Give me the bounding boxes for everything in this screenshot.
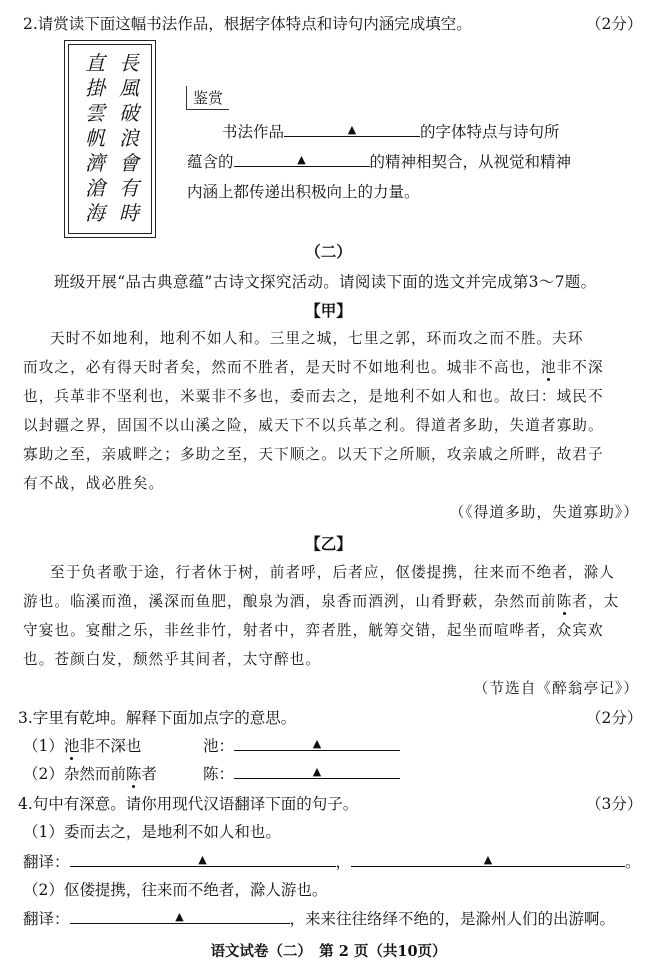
jia-source: （《得道多助，失道寡助》）	[449, 504, 639, 521]
calligraphy-char: 會	[119, 151, 139, 175]
calligraphy-char: 雲	[85, 101, 105, 125]
calligraphy-artwork	[64, 40, 156, 238]
blank-marker: ▲	[347, 123, 357, 136]
calligraphy-char: 濟	[85, 151, 105, 175]
calligraphy-line-1	[115, 51, 143, 226]
jia-line-6: 有不战，战必胜矣。	[23, 475, 165, 492]
q3-item-1-text: 非不深也	[79, 737, 142, 755]
yi-line-4: 也。苍颜白发，颓然乎其间者，太守醉也。	[23, 651, 322, 668]
blank-marker: ▲	[312, 765, 322, 778]
dotted-char-chen: 陈	[557, 590, 573, 611]
q4-blank-1a[interactable]	[70, 850, 336, 867]
blank-marker: ▲	[483, 853, 493, 866]
calligraphy-char: 海	[85, 201, 105, 225]
q4-score: （3分）	[586, 795, 643, 813]
q2-blank-2[interactable]	[234, 150, 370, 167]
jia-title: 【甲】	[305, 301, 352, 320]
q2-line-3: 内涵上都传递出积极向上的力量。	[187, 183, 420, 201]
calligraphy-line-2	[81, 51, 109, 226]
q4-blank-1b[interactable]	[351, 850, 625, 867]
yi-line-2-end: 者，太	[572, 593, 620, 610]
calligraphy-char: 帆	[85, 126, 105, 150]
q3-item-2	[23, 762, 157, 784]
q2-blank-1[interactable]	[284, 120, 420, 137]
q2-line-1-start: 书法作品	[222, 123, 285, 141]
appreciation-tag: 鉴赏	[186, 86, 229, 110]
jia-line-4: 以封疆之界，固国不以山溪之险，威天下不以兵革之利。得道者多助，失道者寡助。	[23, 417, 604, 434]
q2-score: （2分）	[586, 15, 643, 33]
calligraphy-char: 長	[119, 51, 139, 75]
jia-line-2	[23, 356, 604, 377]
q2-line-2-end: 的精神相契合，从视觉和精神	[369, 153, 572, 171]
q2-line-2-start: 蕴含的	[187, 153, 234, 171]
q4-answer-1	[23, 850, 641, 872]
blank-marker: ▲	[198, 853, 207, 866]
calligraphy-char: 風	[119, 76, 139, 100]
q4-comma: ，	[335, 853, 352, 871]
dotted-char-chi: 池	[64, 734, 80, 756]
q4-item-2-tail: ，来来往往络绎不绝的，是滁州人们的出游啊。	[289, 910, 616, 928]
q2-line-1	[222, 120, 560, 142]
calligraphy-char: 直	[85, 51, 105, 75]
calligraphy-char: 有	[119, 176, 139, 200]
dotted-char-chi: 池	[541, 356, 557, 377]
calligraphy-char: 滄	[85, 176, 105, 200]
q3-item-2-text: （2）杂然而前	[23, 765, 126, 783]
jia-line-1: 天时不如地利，地利不如人和。三里之城，七里之郭，环而攻之而不胜。夫环	[50, 330, 584, 347]
q3-header: 3.字里有乾坤。解释下面加点字的意思。	[18, 709, 297, 727]
q4-answer-1-label: 翻译：	[23, 853, 70, 871]
q3-answer-1-label: 池：	[203, 737, 235, 755]
q3-answer-1	[203, 734, 400, 756]
q4-period: 。	[625, 853, 641, 871]
yi-title: 【乙】	[305, 534, 352, 553]
calligraphy-char: 時	[119, 201, 139, 225]
q2-line-1-end: 的字体特点与诗句所	[420, 123, 560, 141]
calligraphy-char: 破	[119, 101, 139, 125]
q2-header: 2.请赏读下面这幅书法作品，根据字体特点和诗句内涵完成填空。	[23, 15, 472, 33]
yi-line-2-text: 游也。临溪而渔，溪深而鱼肥，酿泉为酒，泉香而酒洌，山肴野蔌，杂然而前	[23, 593, 557, 610]
section-intro: 班级开展“品古典意蕴”古诗文探究活动。请阅读下面的选文并完成第3～7题。	[54, 273, 597, 291]
jia-line-5: 寡助之至，亲戚畔之；多助之至，天下顺之。以天下之所顺，攻亲戚之所畔，故君子	[23, 446, 604, 463]
q3-item-2-end: 者	[141, 765, 157, 783]
q3-answer-2-label: 陈：	[203, 765, 235, 783]
yi-source: （节选自《醉翁亭记》）	[473, 680, 639, 697]
yi-line-1: 至于负者歌于途，行者休于树，前者呼，后者应，伛偻提携，往来而不绝者，滁人	[50, 564, 615, 581]
q2-line-2	[187, 150, 571, 172]
q4-answer-2-label: 翻译：	[23, 910, 70, 928]
q4-item-2: （2）伛偻提携，往来而不绝者，滁人游也。	[23, 881, 328, 899]
jia-line-3: 也，兵革非不坚利也，米粟非不多也，委而去之，是地利不如人和也。故曰：域民不	[23, 388, 604, 405]
calligraphy-char: 浪	[119, 126, 139, 150]
q4-item-1: （1）委而去之，是地利不如人和也。	[23, 823, 281, 841]
calligraphy-char: 掛	[85, 76, 105, 100]
q3-blank-2[interactable]	[234, 762, 400, 779]
section-title: （二）	[305, 242, 352, 261]
q3-item-1-num: （1）	[23, 737, 64, 755]
blank-marker: ▲	[312, 737, 322, 750]
q4-header: 4.句中有深意。请你用现代汉语翻译下面的句子。	[18, 795, 359, 813]
page-footer: 语文试卷（二） 第 2 页（共10页）	[210, 943, 447, 960]
q4-blank-2[interactable]	[70, 907, 290, 924]
q3-blank-1[interactable]	[234, 734, 400, 751]
jia-line-2-end: 非不深	[556, 359, 604, 376]
q3-item-1	[23, 734, 141, 756]
yi-line-3: 守宴也。宴酣之乐，非丝非竹，射者中，弈者胜，觥筹交错，起坐而喧哗者，众宾欢	[23, 622, 604, 639]
dotted-char-chen: 陈	[126, 762, 142, 784]
q3-answer-2	[203, 762, 400, 784]
blank-marker: ▲	[297, 153, 306, 166]
q4-answer-2	[23, 907, 615, 929]
q3-score: （2分）	[586, 709, 643, 727]
jia-line-2-text: 而攻之，必有得天时者矣，然而不胜者，是天时不如地利也。城非不高也，	[23, 359, 541, 376]
yi-line-2	[23, 590, 619, 611]
blank-marker: ▲	[175, 910, 184, 923]
